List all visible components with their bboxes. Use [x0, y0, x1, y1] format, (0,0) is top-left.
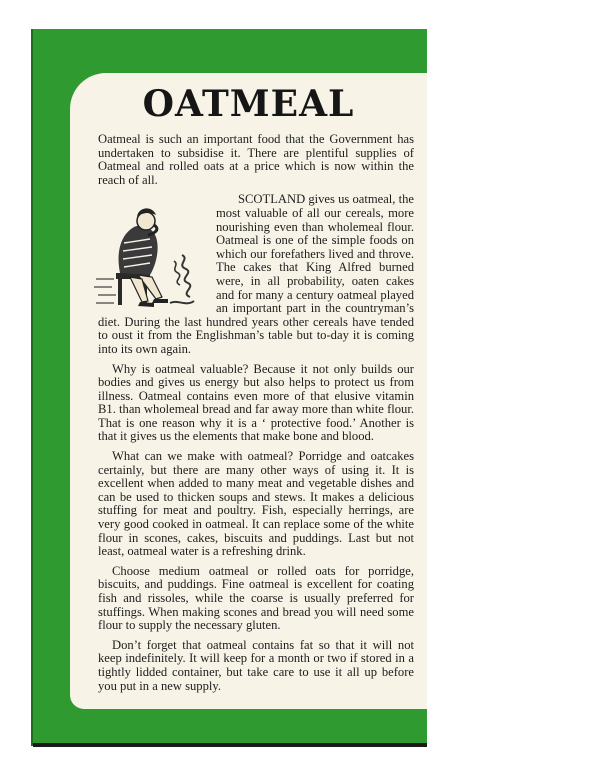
article-body — [98, 133, 414, 699]
paragraph-why: Why is oatmeal valuable? Because it not only builds our bodies and gives us energy but also helps to protect us from illness. Oatmeal contains even more of that elusive vitamin B1. than wholemeal bread and far away more than white flour. That is one reason why it is a ‘ protective food.’ Another is that it gives us the elements that make bone and blood. — [98, 361, 414, 444]
page-title: OATMEAL — [142, 83, 355, 125]
paragraph-choose: Choose medium oatmeal or rolled oats for porridge, biscuits, and puddings. Fine oatmeal is excellent for coating fish and rissoles, while the coarse is usually preferred for stuffings. When making scones and bread you will need some flour to supply the necessary gluten. — [98, 563, 414, 633]
leaflet-bottom-edge — [33, 743, 427, 747]
paragraph-forget: Don’t forget that oatmeal contains fat so that it will not keep indefinitely. It will keep for a month or two if stored in a tightly lidded container, but take care to use it all up before you put in a new supply. — [98, 637, 414, 693]
paragraph-what: What can we make with oatmeal? Porridge and oatcakes certainly, but there are many other ways of using it. It is excellent when added to many meat and vegetable dishes and can be used to thicken soups and stews. It makes a delicious stuffing for meat and poultry. Fish, especially herrings, are very good cooked in oatmeal. It can replace some of the white flour in scones, cakes, biscuits and puddings. Last but not least, oatmeal water is a refreshing drink. — [98, 449, 414, 559]
illustration-icon — [90, 195, 208, 315]
paragraph-intro: Oatmeal is such an important food that the Government has undertaken to subsidise it. There are plentiful supplies of Oatmeal and rolled oats at a price which is now within the reach of all. — [98, 132, 414, 187]
leaflet-page — [70, 73, 427, 709]
paragraph-scotland: SCOTLAND gives us oatmeal, the most valuable of all our cereals, more nourishing even than wholemeal flour. Oatmeal is one of the simple foods on which our forefathers lived and throve. The cakes that King Alfred burned were, in all probability, oaten cakes and for many a century oatmeal played an important part in the countryman’s diet. During the last hundred years other cereals have tended to oust it from the Englishman’s table but to-day it is coming into its own again. — [98, 192, 414, 356]
